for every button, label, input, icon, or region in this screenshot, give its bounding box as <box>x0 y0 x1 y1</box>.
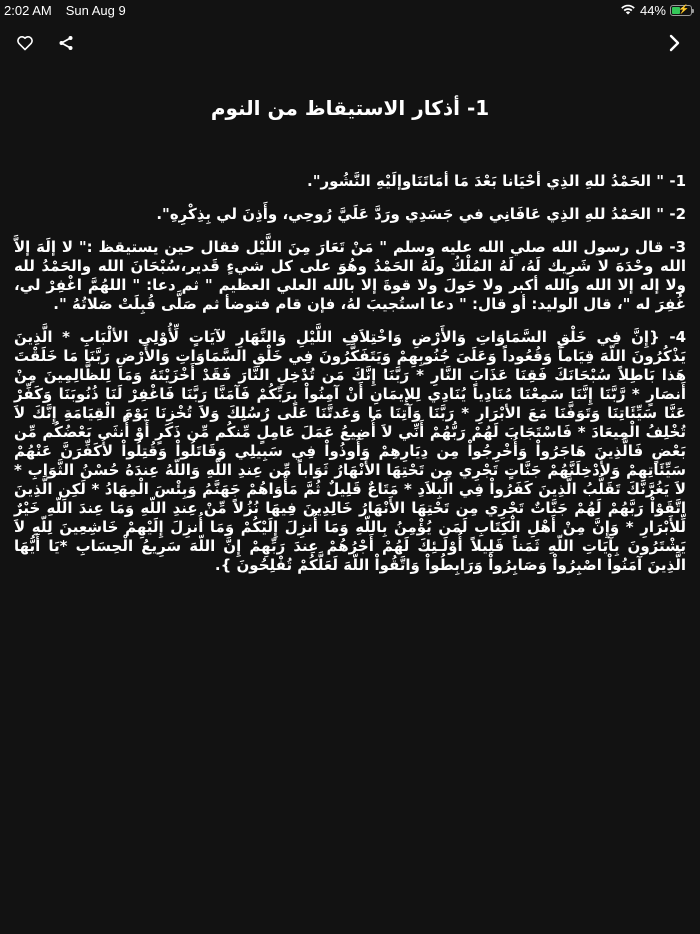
dhikr-content <box>14 172 686 589</box>
favorite-button[interactable] <box>13 33 37 57</box>
next-button[interactable] <box>662 33 686 57</box>
dhikr-item-4: 4- {إِنَّ فِي خَلْقِ السَّمَاوَاتِ وَالأَرْضِ وَاخْتِلاَفِ اللَّيْلِ وَالنَّهَارِ لآيَاتٍ لِّأُوْلِي الألْبَابِ * الَّذِينَ يَذْكُرُونَ اللّهَ قِيَاماً وَقُعُوداً وَعَلَىَ جُنُوبِهِمْ وَيَتَفَكَّرُونَ فِي خَلْقِ السَّمَاوَاتِ وَالأَرْضِ رَبَّنَا مَا خَلَقْتَ هَذا بَاطِلاً سُبْحَانَكَ فَقِنَا عَذَابَ النَّارِ * رَبَّنَا إِنَّكَ مَن تُدْخِلِ النَّارَ فَقَدْ أَخْزَيْتَهُ وَمَا لِلظَّالِمِينَ مِنْ أَنصَارٍ * رَّبَّنَا إِنَّنَا سَمِعْنَا مُنَادِياً يُنَادِي لِلإِيمَانِ أَنْ آمِنُواْ بِرَبِّكُمْ فَآمَنَّا رَبَّنَا فَاغْفِرْ لَنَا ذُنُوبَنَا وَكَفِّرْ عَنَّا سَيِّئَاتِنَا وَتَوَفَّنَا مَعَ الأبْرَارِ * رَبَّنَا وَآتِنَا مَا وَعَدتَّنَا عَلَى رُسُلِكَ وَلاَ تُخْزِنَا يَوْمَ الْقِيَامَةِ إِنَّكَ لاَ تُخْلِفُ الْمِيعَادَ * فَاسْتَجَابَ لَهُمْ رَبُّهُمْ أَنِّي لاَ أُضِيعُ عَمَلَ عَامِلٍ مِّنكُم مِّن ذَكَرٍ أَوْ أُنثَى بَعْضُكُم مِّن بَعْضٍ فَالَّذِينَ هَاجَرُواْ وَأُخْرِجُواْ مِن دِيَارِهِمْ وَأُوذُواْ فِي سَبِيلِي وَقَاتَلُواْ وَقُتِلُواْ لأُكَفِّرَنَّ عَنْهُمْ سَيِّئَاتِهِمْ وَلأُدْخِلَنَّهُمْ جَنَّاتٍ تَجْرِي مِن تَحْتِهَا الأَنْهَارُ ثَوَاباً مِّن عِندِ اللّهِ وَاللّهُ عِندَهُ حُسْنُ الثَّوَابِ * لاَ يَغُرَّنَّكَ تَقَلُّبُ الَّذِينَ كَفَرُواْ فِي الْبِلاَدِ * مَتَاعٌ قَلِيلٌ ثُمَّ مَأْوَاهُمْ جَهَنَّمُ وَبِئْسَ الْمِهَادُ * لَكِنِ الَّذِينَ اتَّقَوْاْ رَبَّهُمْ لَهُمْ جَنَّاتٌ تَجْرِي مِن تَحْتِهَا الأَنْهَارُ خَالِدِينَ فِيهَا نُزُلاً مِّنْ عِندِ اللّهِ وَمَا عِندَ اللّهِ خَيْرٌ لِّلأَبْرَارِ * وَإِنَّ مِنْ أَهْلِ الْكِتَابِ لَمَن يُؤْمِنُ بِاللّهِ وَمَا أُنزِلَ إِلَيْكُمْ وَمَا أُنزِلَ إِلَيْهِمْ خَاشِعِينَ لِلّهِ لاَ يَشْتَرُونَ بِآيَاتِ اللّهِ ثَمَناً قَلِيلاً أُوْلَـئِكَ لَهُمْ أَجْرُهُمْ عِندَ رَبِّهِمْ إِنَّ اللّهَ سَرِيعُ الْحِسَابِ *يَا أَيُّهَا الَّذِينَ آمَنُواْ اصْبِرُواْ وَصَابِرُواْ وَرَابِطُواْ وَاتَّقُواْ اللّهَ لَعَلَّكُمْ تُفْلِحُونَ }. <box>14 328 686 574</box>
status-date: Sun Aug 9 <box>65 2 126 18</box>
bolt-icon: ⚡ <box>678 3 690 14</box>
battery-charging-icon <box>670 5 692 16</box>
share-icon <box>58 35 74 55</box>
status-right <box>620 3 696 18</box>
share-button[interactable] <box>54 33 78 57</box>
chevron-right-icon <box>668 34 680 56</box>
status-time: 2:02 AM <box>4 2 52 18</box>
status-bar <box>0 0 700 20</box>
nav-bar <box>0 28 700 62</box>
dhikr-item-1: 1- " الحَمْدُ للهِ الذِي أحْيَانا بَعْدَ مَا أمَاتَنَاوإلَيْهِ النَّشُور". <box>307 172 686 190</box>
dhikr-item-3: 3- قال رسول الله صلي الله عليه وسلم " مَنْ تَعَارَ مِنَ اللَّيْل فقال حين يستيقظ :" لا إلَهَ إلاَّ الله وحْدَهَ لا شَرِيك لَهُ، لَهُ المُلْكُ ولَهُ الحَمْدُ وهُوَ على كل شيءٍ قَدير،سُبْحَانَ الله والحَمْدُ لله ولا إله إلا الله والله أكبر ولا حَولَ ولا قوةَ إلا بالله العلي العظيم " ثم دعا: " اللهُمَّ اغْفِرْ لي، غُفِرَ له "، قال الوليد: أو قال: " دعا استُجيبَ لهُ، فإن قام فتوضأ ثم صَلَّى قُبِلَتْ صَلاتُهُ ". <box>14 238 686 313</box>
status-left <box>4 3 126 18</box>
wifi-icon <box>620 3 636 18</box>
heart-icon <box>16 35 34 55</box>
dhikr-item-2: 2- " الحَمْدُ للهِ الذِي عَافَانِي في جَسَدِي ورَدَّ عَلَيَّ رُوحِي، وأَذِنَ لي بِذِكْرِهِ". <box>156 205 686 223</box>
page-title: 1- أذكار الاستيقاظ من النوم <box>210 96 490 120</box>
battery-percent: 44% <box>639 2 666 18</box>
